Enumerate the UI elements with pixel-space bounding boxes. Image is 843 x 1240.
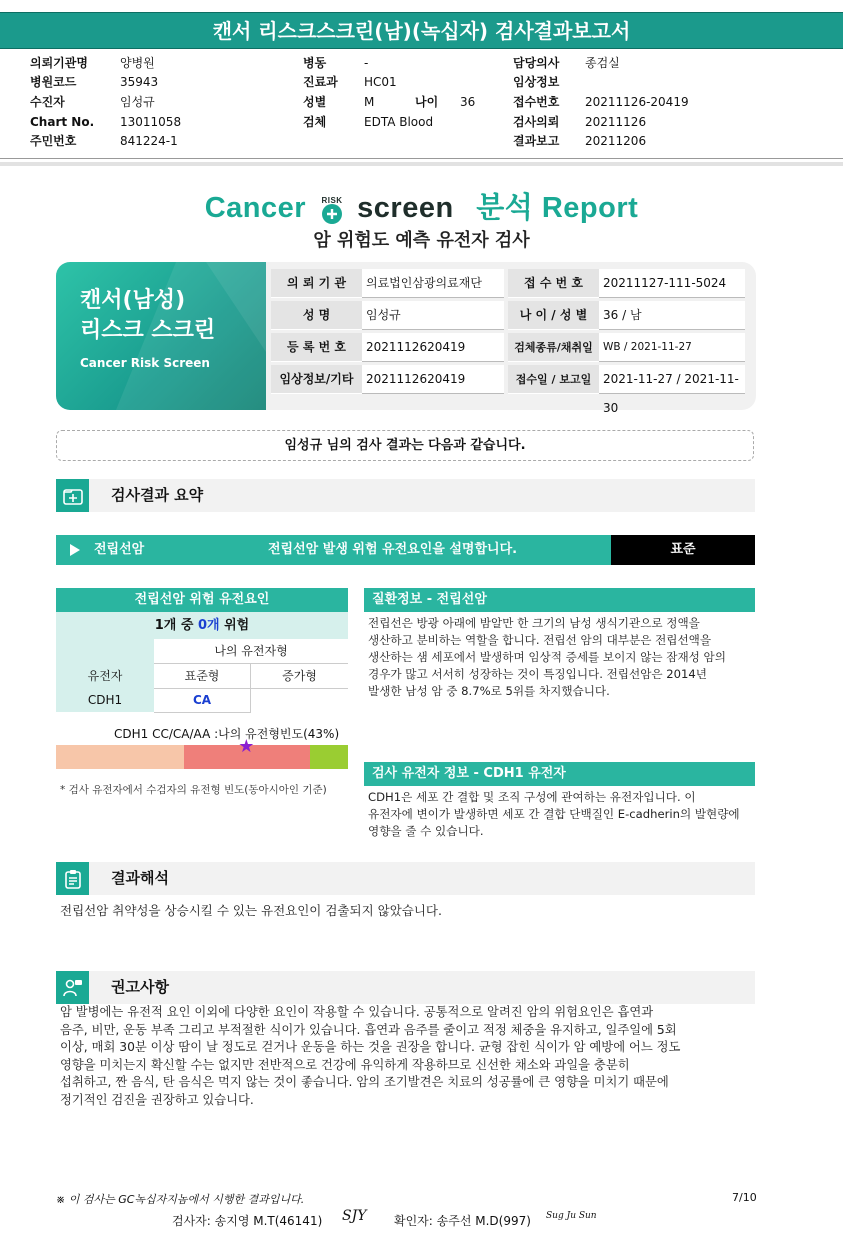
signature-2: Sug Ju Sun (546, 1211, 597, 1221)
divider-band (0, 162, 843, 166)
header-value: EDTA Blood (364, 115, 434, 129)
gene-name: CDH1 (87, 693, 123, 707)
std-value: CA (154, 688, 251, 713)
header-value: 13011058 (120, 115, 182, 129)
header-value: M (364, 95, 375, 109)
text-line: 섭취하고, 짠 음식, 탄 음식은 먹지 않는 것이 좋습니다. 암의 조기발견은 치료의 성공률에 큰 영향을 미치기 때문에 (60, 1075, 669, 1089)
brand-report: 분석 Report (476, 192, 639, 224)
card-label: 나 이 / 성 별 (508, 301, 599, 330)
subtitle: 암 위험도 예측 유전자 검사 (313, 230, 530, 251)
play-icon (70, 544, 80, 556)
text-line: 생산하고 분비하는 역할을 합니다. 전립선 암의 대부분은 전립선액을 (368, 633, 712, 647)
gene-table-head: 전립선암 위험 유전요인 (56, 588, 348, 612)
count-pre: 1개 중 (154, 618, 198, 633)
text-line: 생산하는 샘 세포에서 발생하며 임상적 증세를 보이지 않는 잠재성 암의 (368, 650, 726, 664)
brand-cancer: Cancer (204, 192, 307, 224)
section-interpretation-title: 결과해석 (111, 869, 169, 887)
header-label: 검사의뢰 (513, 115, 560, 129)
banner-line1: 캔서(남성) (80, 288, 186, 313)
text-line: 영향을 줄 수 있습니다. (368, 824, 484, 838)
header-label: 결과보고 (513, 134, 560, 148)
risk-icon (315, 196, 349, 222)
header-label: 주민번호 (30, 134, 77, 148)
card-label: 임상정보/기타 (271, 365, 362, 394)
card-label: 의 뢰 기 관 (271, 269, 362, 298)
col-standard: 표준형 (154, 664, 251, 689)
card-label: 등 록 번 호 (271, 333, 362, 362)
card-value: 20211127-111-5024 (599, 269, 745, 298)
card-value: 36 / 남 (599, 301, 745, 330)
disease-head: 질환정보 - 전립선암 (364, 588, 755, 612)
header-label: 의뢰기관명 (30, 56, 88, 70)
folder-plus-icon (56, 479, 89, 512)
col-increase: 증가형 (251, 664, 348, 689)
card-value: 2021-11-27 / 2021-11-30 (599, 365, 745, 394)
product-banner (56, 262, 266, 410)
text-line: 경우가 많고 서서히 성장하는 것이 특징입니다. 전립선암은 2014년 (368, 667, 707, 681)
freq-segment (310, 745, 348, 769)
section-recommend-title: 권고사항 (111, 978, 169, 996)
count-post: 위험 (219, 618, 250, 633)
header-label: 수진자 (30, 95, 65, 109)
risk-cancer: 전립선암 (94, 542, 145, 557)
gene-table (56, 588, 348, 712)
recommend-text (60, 1004, 760, 1109)
intro-box: 임성규 님의 검사 결과는 다음과 같습니다. (56, 430, 754, 461)
header-label: 임상정보 (513, 75, 560, 89)
banner-line2: 리스크 스크린 (80, 318, 216, 343)
card-value: 임성규 (362, 301, 504, 330)
header-label: Chart No. (30, 115, 95, 129)
col-gene: 유전자 (87, 669, 123, 683)
disease-text (368, 615, 758, 700)
gene-count (56, 612, 348, 639)
genotype-star-icon: ★ (238, 736, 255, 757)
interpretation-text: 전립선암 취약성을 상승시킬 수 있는 유전요인이 검출되지 않았습니다. (60, 903, 442, 918)
age-label: 나이 (415, 95, 439, 109)
brand-logo (0, 185, 843, 226)
header-value: 20211126-20419 (585, 95, 689, 109)
brand-screen: screen (357, 192, 454, 224)
geneinfo-text (368, 789, 758, 840)
count-num: 0개 (197, 618, 220, 633)
header-value: 35943 (120, 75, 159, 89)
text-line: 암 발병에는 유전적 요인 이외에 다양한 요인이 작용할 수 있습니다. 공통적으로 알려진 암의 위험요인은 흡연과 (60, 1005, 654, 1019)
examiner: 검사자: 송지영 M.T(46141) (172, 1214, 323, 1228)
inc-value (251, 688, 348, 689)
freq-segment (56, 745, 184, 769)
risk-row (56, 535, 755, 565)
header-label: 검체 (303, 115, 327, 129)
text-line: 음주, 비만, 운동 부족 그리고 부적절한 식이가 있습니다. 흡연과 음주를 줄이고 적정 체중을 유지하고, 일주일에 5회 (60, 1022, 677, 1037)
header-value: 종검실 (585, 56, 620, 70)
header-label: 접수번호 (513, 95, 560, 109)
report-title: 캔서 리스크스크린(남)(녹십자) 검사결과보고서 (0, 12, 843, 49)
card-label: 검체종류/채취일 (508, 333, 599, 362)
card-label: 접 수 번 호 (508, 269, 599, 298)
card-value: 2021112620419 (362, 333, 504, 362)
risk-level: 표준 (611, 535, 755, 565)
text-line: 전립선은 방광 아래에 밤알만 한 크기의 남성 생식기관으로 정액을 (368, 616, 700, 630)
card-value: 2021112620419 (362, 365, 504, 394)
header-label: 성별 (303, 95, 327, 109)
header-label: 진료과 (303, 75, 338, 89)
text-line: 정기적인 검진을 권장하고 있습니다. (60, 1092, 254, 1107)
clipboard-icon (56, 862, 89, 895)
header-label: 병원코드 (30, 75, 77, 89)
text-line: 영향을 미치는지 확신할 수는 없지만 전반적으로 건강에 유익하게 작용하므로 신선한 채소와 과일을 충분히 (60, 1057, 630, 1072)
header-label: 담당의사 (513, 56, 560, 70)
header-value: 841224-1 (120, 134, 178, 148)
section-recommend (56, 971, 755, 1004)
text-line: 이상, 매회 30분 이상 땀이 날 정도로 걷거나 운동을 하는 것을 권장을 합니다. 균형 잡힌 식이가 암 예방에 어느 정도 (60, 1040, 681, 1054)
freq-note: * 검사 유전자에서 수검자의 유전형 빈도(동아시아인 기준) (60, 784, 327, 796)
header-value: 양병원 (120, 56, 155, 70)
header-label: 병동 (303, 56, 327, 70)
card-value: 의료법인삼광의료재단 (362, 269, 504, 298)
doctor-icon (56, 971, 89, 1004)
header-value: - (364, 56, 369, 70)
freq-bar (56, 745, 348, 769)
section-summary (56, 479, 755, 512)
risk-desc-bar (56, 535, 611, 565)
age-value: 36 (460, 95, 476, 109)
page-number: 7/10 (732, 1191, 757, 1204)
footer-note: ※ 이 검사는 GC녹십자지놈에서 시행한 결과입니다. (56, 1193, 305, 1206)
section-interpretation (56, 862, 755, 895)
header-value: 임성규 (120, 95, 155, 109)
card-label: 성 명 (271, 301, 362, 330)
risk-text: RISK (321, 196, 343, 206)
text-line: 발생한 남성 암 중 8.7%로 5위를 차지했습니다. (368, 684, 610, 698)
card-label: 접수일 / 보고일 (508, 365, 599, 394)
header-value: 20211206 (585, 134, 647, 148)
my-genotype-head: 나의 유전자형 (154, 639, 348, 664)
header-value: HC01 (364, 75, 397, 89)
freq-label: CDH1 CC/CA/AA :나의 유전형빈도(43%) (114, 727, 340, 741)
header-value: 20211126 (585, 115, 647, 129)
text-line: 유전자에 변이가 발생하면 세포 간 결합 단백질인 E-cadherin의 발현량에 (368, 807, 740, 821)
signature-1: SJY (342, 1208, 367, 1224)
card-value: WB / 2021-11-27 (599, 333, 745, 362)
confirmer: 확인자: 송주선 M.D(997) (394, 1214, 531, 1228)
text-line: CDH1은 세포 간 결합 및 조직 구성에 관여하는 유전자입니다. 이 (368, 790, 696, 804)
patient-header (0, 54, 843, 154)
section-summary-title: 검사결과 요약 (111, 486, 204, 504)
banner-line3: Cancer Risk Screen (80, 356, 210, 370)
risk-desc: 전립선암 발생 위험 유전요인을 설명합니다. (268, 542, 518, 557)
geneinfo-head: 검사 유전자 정보 - CDH1 유전자 (364, 762, 755, 786)
divider (0, 158, 843, 159)
